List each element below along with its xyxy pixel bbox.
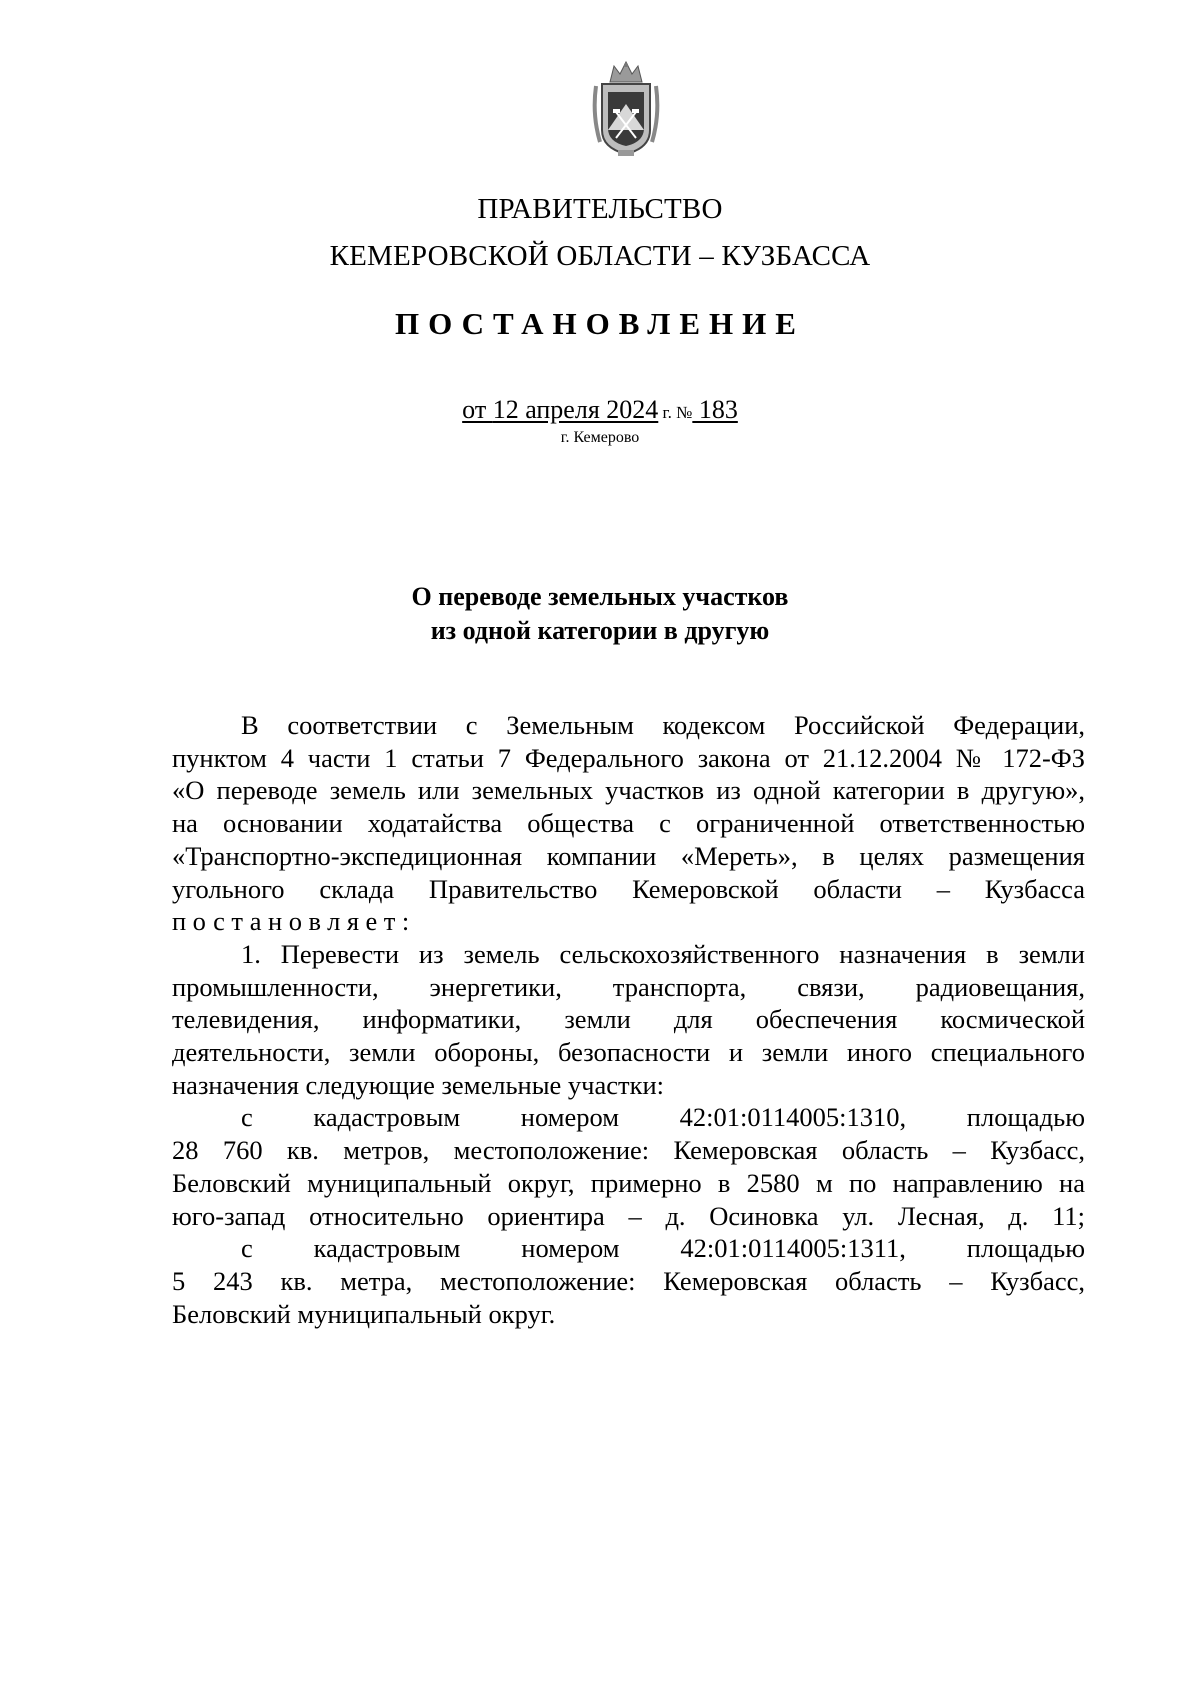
body-line: деятельности, земли обороны, безопасности и земли иного специального — [172, 1037, 1085, 1068]
body-line: угольного склада Правительство Кемеровской области – Кузбасса — [172, 873, 1085, 904]
body-line: назначения следующие земельные участки: — [172, 1069, 665, 1100]
land-plot-1-area: 28 760 кв. метров, местоположение: Кемеровская область – Кузбасс, — [172, 1135, 1085, 1166]
land-plot-1-location: Беловский муниципальный округ, примерно в 2580 м по направлению на — [172, 1167, 1085, 1198]
document-number: 183 — [692, 395, 738, 424]
government-region: КЕМЕРОВСКОЙ ОБЛАСТИ – КУЗБАССА — [329, 240, 871, 272]
subject-title-line2: из одной категории в другую — [430, 616, 770, 645]
date-number-line — [0, 395, 1200, 425]
subject-title-line1: О переводе земельных участков — [411, 582, 789, 611]
document-type-heading: ПОСТАНОВЛЕНИЕ — [395, 306, 805, 341]
date-prefix: от — [462, 395, 493, 424]
land-plot-2-area: 5 243 кв. метра, местоположение: Кемеровская область – Кузбасс, — [172, 1265, 1085, 1296]
resolution-body — [172, 709, 1085, 1330]
body-line: на основании ходатайства общества с ограниченной ответственностью — [172, 808, 1085, 839]
body-line: телевидения, информатики, земли для обеспечения космической — [172, 1004, 1085, 1035]
body-line-decree-verb: постановляет: — [172, 906, 416, 937]
government-title: ПРАВИТЕЛЬСТВО — [477, 193, 723, 225]
body-line: «Транспортно-экспедиционная компании «Мереть», в целях размещения — [172, 840, 1085, 871]
body-line: промышленности, энергетики, транспорта, связи, радиовещания, — [172, 971, 1085, 1002]
body-line: пунктом 4 части 1 статьи 7 Федерального закона от 21.12.2004 № 172-ФЗ — [172, 742, 1085, 773]
issuing-city: г. Кемерово — [560, 429, 640, 446]
body-line-item-1: 1. Перевести из земель сельскохозяйственного назначения в земли — [241, 938, 1085, 969]
body-line: В соответствии с Земельным кодексом Российской Федерации, — [241, 710, 1085, 740]
land-plot-1-landmark: юго-запад относительно ориентира – д. Осиновка ул. Лесная, д. 11; — [172, 1200, 1085, 1231]
coat-of-arms-emblem — [590, 60, 662, 158]
land-plot-2-cadastral: с кадастровым номером 42:01:0114005:1311, площадью — [241, 1233, 1085, 1264]
body-line: «О переводе земель или земельных участков из одной категории в другую», — [172, 775, 1085, 806]
land-plot-1-cadastral: с кадастровым номером 42:01:0114005:1310, площадью — [241, 1102, 1085, 1133]
land-plot-2-location: Беловский муниципальный округ. — [172, 1298, 556, 1329]
document-date: 12 апреля 2024 — [492, 395, 659, 424]
year-suffix: г. — [658, 403, 672, 422]
number-sign: № — [671, 403, 693, 422]
